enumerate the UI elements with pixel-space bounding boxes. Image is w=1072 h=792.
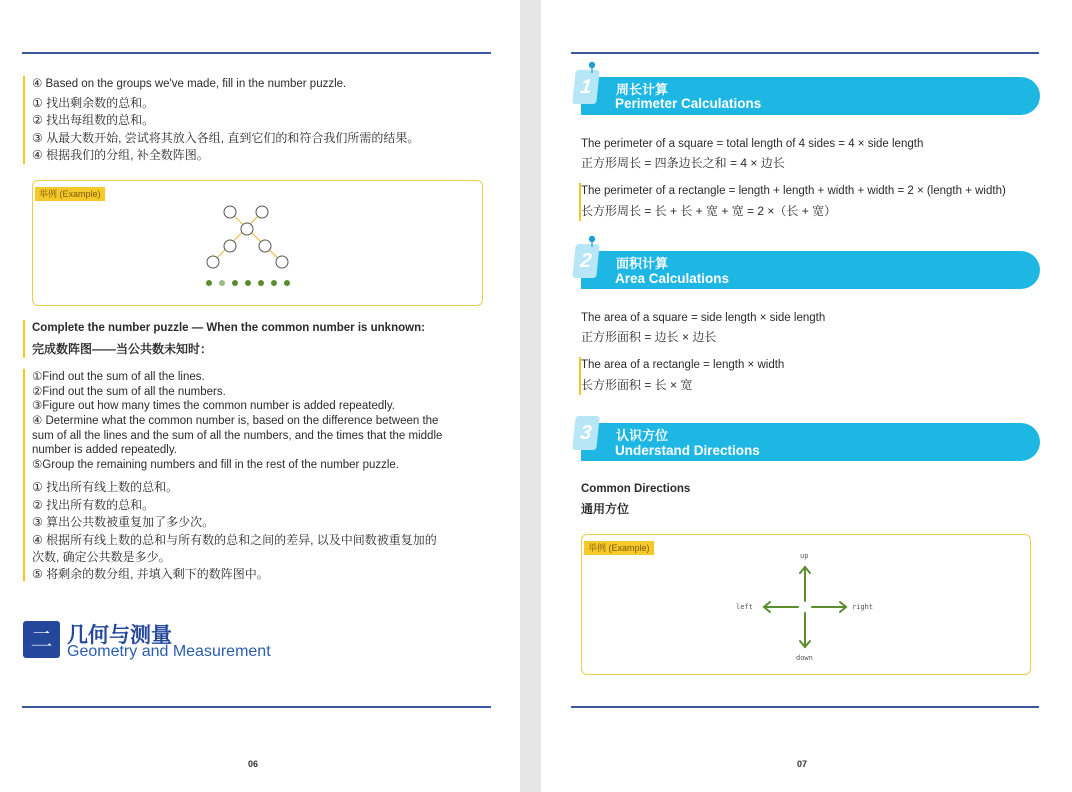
accent-bar — [23, 320, 25, 358]
area-square-en: The area of a square = side length × side length — [581, 312, 826, 324]
section-number: 2 — [572, 244, 600, 278]
bottom-rule — [22, 706, 491, 708]
step-cn-line: ③ 算出公共数被重复加了多少次。 — [32, 515, 215, 529]
accent-bar — [23, 76, 25, 164]
directions-heading-en: Common Directions — [581, 483, 691, 495]
step-cn-line: 次数, 确定公共数是多少。 — [32, 550, 171, 564]
section-number: 1 — [572, 70, 600, 104]
step-en-line: sum of all the lines and the sum of all the numbers, and the times that the middle — [32, 430, 443, 442]
step-en-line: ④ Determine what the common number is, based on the difference between the — [32, 415, 439, 427]
pin-icon — [587, 235, 597, 247]
direction-up-label: up — [800, 552, 809, 560]
step-cn-1: ① 找出剩余数的总和。 — [32, 96, 155, 110]
accent-bar — [23, 369, 25, 581]
top-rule — [22, 52, 491, 54]
step-en-4: ④ Based on the groups we've made, fill in the number puzzle. — [32, 78, 347, 90]
step-en-line: ③Figure out how many times the common number is added repeatedly. — [32, 400, 395, 412]
section-title-cn: 周长计算 — [616, 82, 669, 97]
section-title-en: Perimeter Calculations — [615, 96, 762, 111]
example-tag: 举例 (Example) — [35, 187, 105, 201]
step-cn-4: ④ 根据我们的分组, 补全数阵图。 — [32, 148, 209, 162]
subtitle-cn: 完成数阵图——当公共数未知时： — [32, 342, 213, 356]
directions-example-box — [581, 534, 1031, 675]
section-title-en: Area Calculations — [615, 271, 730, 286]
top-rule — [571, 52, 1039, 54]
area-rect-en: The area of a rectangle = length × width — [581, 359, 785, 371]
step-cn-line: ⑤ 将剩余的数分组, 并填入剩下的数阵图中。 — [32, 567, 269, 581]
chapter-title-cn: 几何与测量 — [67, 624, 172, 647]
perimeter-rect-cn: 长方形周长 = 长 + 长 + 宽 + 宽 = 2 ×（长 + 宽） — [581, 204, 837, 218]
step-cn-3: ③ 从最大数开始, 尝试将其放入各组, 直到它们的和符合我们所需的结果。 — [32, 131, 420, 145]
number-puzzle-diagram — [33, 181, 484, 307]
section-number: 3 — [572, 416, 600, 450]
step-cn-line: ④ 根据所有线上数的总和与所有数的总和之间的差异, 以及中间数被重复加的 — [32, 533, 437, 547]
direction-down-label: down — [796, 654, 813, 662]
example-box — [32, 180, 483, 306]
direction-left-label: left — [736, 603, 753, 611]
step-en-line: ②Find out the sum of all the numbers. — [32, 386, 226, 398]
step-cn-line: ① 找出所有线上数的总和。 — [32, 480, 179, 494]
left-page — [0, 0, 520, 792]
page-number: 06 — [248, 759, 259, 769]
area-rect-cn: 长方形面积 = 长 × 宽 — [581, 378, 693, 392]
perimeter-square-en: The perimeter of a square = total length of 4 sides = 4 × side length — [581, 138, 924, 150]
section-title-cn: 面积计算 — [616, 256, 669, 271]
page-number: 07 — [797, 759, 808, 769]
directions-heading-cn: 通用方位 — [581, 502, 630, 516]
step-en-line: ①Find out the sum of all the lines. — [32, 371, 205, 383]
direction-right-label: right — [852, 603, 874, 611]
chapter-title-en: Geometry and Measurement — [67, 643, 271, 660]
bottom-rule — [571, 706, 1039, 708]
section-title-en: Understand Directions — [615, 443, 760, 458]
example-tag: 举例 (Example) — [584, 541, 654, 555]
right-page — [541, 0, 1072, 792]
subtitle-en: Complete the number puzzle — When the common number is unknown: — [32, 322, 425, 334]
step-cn-line: ② 找出所有数的总和。 — [32, 498, 155, 512]
step-cn-2: ② 找出每组数的总和。 — [32, 113, 155, 127]
perimeter-rect-en: The perimeter of a rectangle = length + length + width + width = 2 × (length + width) — [581, 185, 1006, 197]
perimeter-square-cn: 正方形周长 = 四条边长之和 = 4 × 边长 — [581, 156, 785, 170]
pin-icon — [587, 61, 597, 73]
step-en-line: ⑤Group the remaining numbers and fill in the rest of the number puzzle. — [32, 459, 400, 471]
area-square-cn: 正方形面积 = 边长 × 边长 — [581, 330, 717, 344]
step-en-line: number is added repeatedly. — [32, 444, 177, 456]
chapter-number: 二 — [23, 621, 60, 658]
section-title-cn: 认识方位 — [616, 428, 669, 443]
